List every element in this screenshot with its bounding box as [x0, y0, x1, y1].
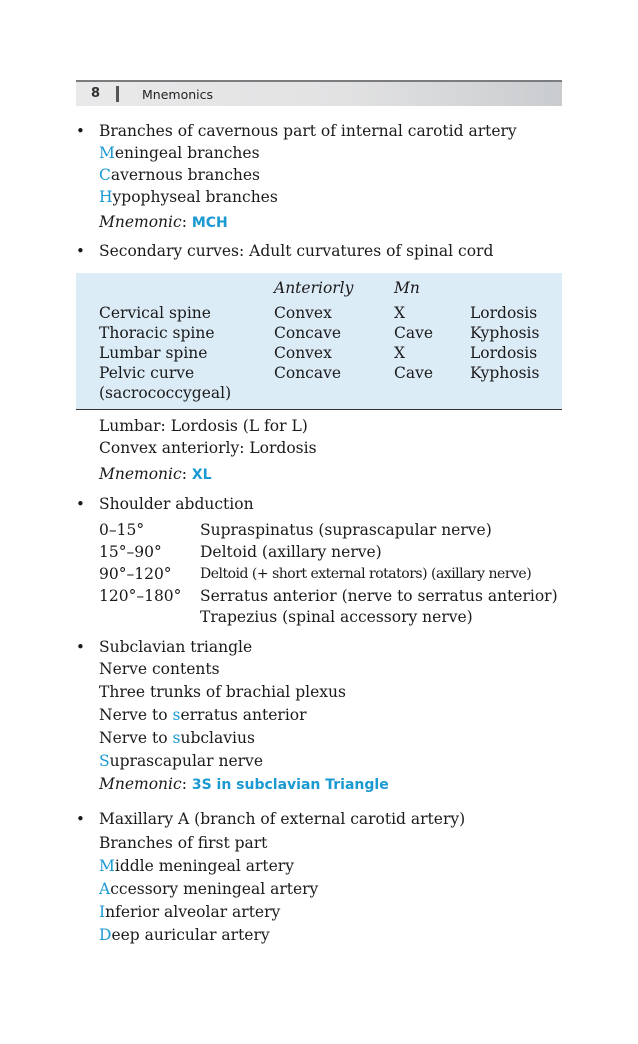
range-cell: 90°–120° — [99, 565, 172, 583]
table-header: Mn — [394, 279, 420, 297]
bullet-icon: • — [76, 810, 85, 828]
bullet-icon: • — [76, 122, 85, 140]
muscle-cell: Deltoid (axillary nerve) — [200, 543, 382, 561]
table-cell: Pelvic curve — [99, 364, 195, 382]
page-header — [76, 80, 562, 106]
table-header: Anteriorly — [274, 279, 354, 297]
section-curves — [76, 240, 556, 262]
mnemonic-value: XL — [191, 467, 212, 483]
mnemonic-line: Mnemonic: MCH — [99, 213, 228, 231]
list-item: Inferior alveolar artery — [99, 903, 281, 921]
table-cell: Kyphosis — [470, 324, 540, 342]
section-title — [76, 636, 556, 658]
muscle-cell: Trapezius (spinal accessory nerve) — [200, 608, 473, 626]
table-cell: Concave — [274, 324, 342, 342]
table-cell: Concave — [274, 364, 342, 382]
list-item: Suprascapular nerve — [99, 752, 263, 770]
list-item: Branches of first part — [99, 834, 268, 852]
section-title — [76, 808, 556, 830]
table-cell: Thoracic spine — [99, 324, 215, 342]
table-cell: (sacrococcygeal) — [99, 384, 232, 402]
list-item: Meningeal branches — [99, 144, 260, 162]
note-line: Convex anteriorly: Lordosis — [99, 439, 317, 457]
list-item: Nerve to subclavius — [99, 729, 255, 747]
section-subclavian — [76, 636, 556, 797]
bullet-icon: • — [76, 495, 85, 513]
section-title — [76, 240, 556, 262]
range-cell: 120°–180° — [99, 587, 182, 605]
section-title — [76, 120, 556, 142]
mnemonic-value: 3S in subclavian Triangle — [191, 777, 389, 793]
list-item: Accessory meningeal artery — [99, 880, 319, 898]
muscle-cell: Supraspinatus (suprascapular nerve) — [200, 521, 492, 539]
table-cell: Lumbar spine — [99, 344, 208, 362]
list-item: Middle meningeal artery — [99, 857, 294, 875]
list-item: Nerve contents — [99, 660, 220, 678]
header-divider — [116, 86, 119, 102]
list-item: Three trunks of brachial plexus — [99, 683, 346, 701]
title-text: Shoulder abduction — [99, 495, 254, 513]
table-cell: Kyphosis — [470, 364, 540, 382]
title-text: Branches of cavernous part of internal carotid artery — [99, 122, 517, 140]
curves-notes — [76, 415, 556, 486]
section-maxillary — [76, 808, 556, 947]
table-cell: Cave — [394, 364, 434, 382]
table-cell: Convex — [274, 344, 332, 362]
list-item: Cavernous branches — [99, 166, 260, 184]
range-cell: 0–15° — [99, 521, 145, 539]
section-title — [76, 493, 556, 515]
muscle-cell: Serratus anterior (nerve to serratus anterior) — [200, 587, 558, 605]
mnemonic-line: Mnemonic: XL — [99, 465, 212, 483]
section-shoulder — [76, 493, 556, 515]
title-text: Secondary curves: Adult curvatures of spinal cord — [99, 242, 494, 260]
table-cell: Lordosis — [470, 304, 538, 322]
bullet-icon: • — [76, 638, 85, 656]
muscle-cell: Deltoid (+ short external rotators) (axillary nerve) — [200, 566, 532, 582]
list-item: Deep auricular artery — [99, 926, 270, 944]
title-text: Subclavian triangle — [99, 638, 253, 656]
bullet-icon: • — [76, 242, 85, 260]
table-cell: Cave — [394, 324, 434, 342]
mnemonic-line: Mnemonic: 3S in subclavian Triangle — [99, 775, 389, 793]
curvature-table — [76, 273, 562, 410]
list-item: Hypophyseal branches — [99, 188, 278, 206]
running-head: Mnemonics — [142, 87, 214, 102]
page-number: 8 — [91, 86, 101, 101]
list-item: Nerve to serratus anterior — [99, 706, 307, 724]
header-rule — [76, 80, 562, 82]
table-cell: Cervical spine — [99, 304, 211, 322]
table-cell: X — [394, 344, 406, 362]
table-cell: Lordosis — [470, 344, 538, 362]
mnemonic-value: MCH — [191, 215, 228, 231]
note-line: Lumbar: Lordosis (L for L) — [99, 417, 308, 435]
section-cavernous — [76, 120, 556, 234]
range-cell: 15°–90° — [99, 543, 162, 561]
table-cell: X — [394, 304, 406, 322]
title-text: Maxillary A (branch of external carotid artery) — [99, 810, 466, 828]
table-cell: Convex — [274, 304, 332, 322]
